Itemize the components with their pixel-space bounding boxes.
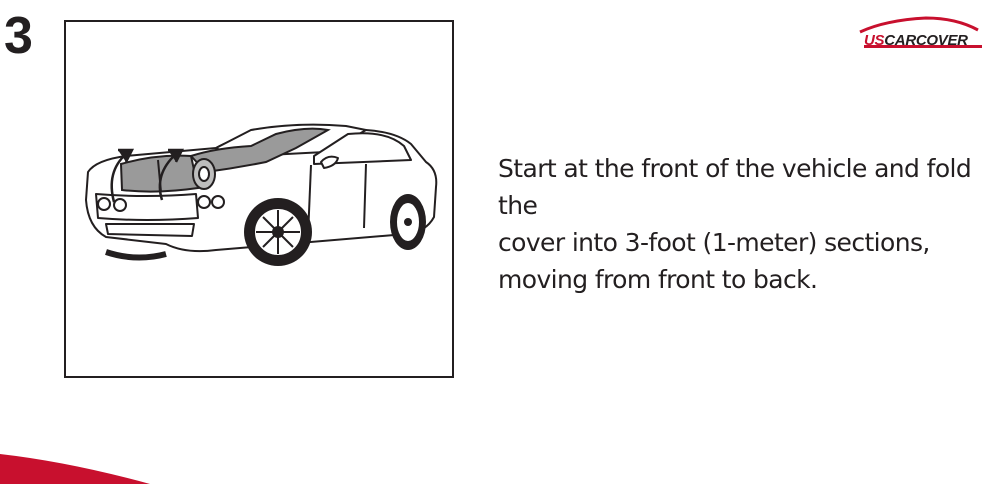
instruction-line: moving from front to back. <box>498 265 818 294</box>
instruction-line: Start at the front of the vehicle and fold the <box>498 154 972 220</box>
logo-prefix: US <box>864 32 885 49</box>
brand-logo <box>856 14 986 50</box>
step-number: 3 <box>4 7 33 65</box>
corner-swoosh <box>0 440 200 484</box>
logo-text <box>864 32 968 49</box>
car-folding-illustration <box>66 22 452 376</box>
instruction-text <box>498 150 993 298</box>
front-wheel <box>244 198 312 266</box>
illustration-frame <box>64 20 454 378</box>
logo-main: CARCOVER <box>884 32 968 49</box>
rear-wheel <box>390 194 426 250</box>
instruction-line: cover into 3-foot (1-meter) sections, <box>498 228 930 257</box>
